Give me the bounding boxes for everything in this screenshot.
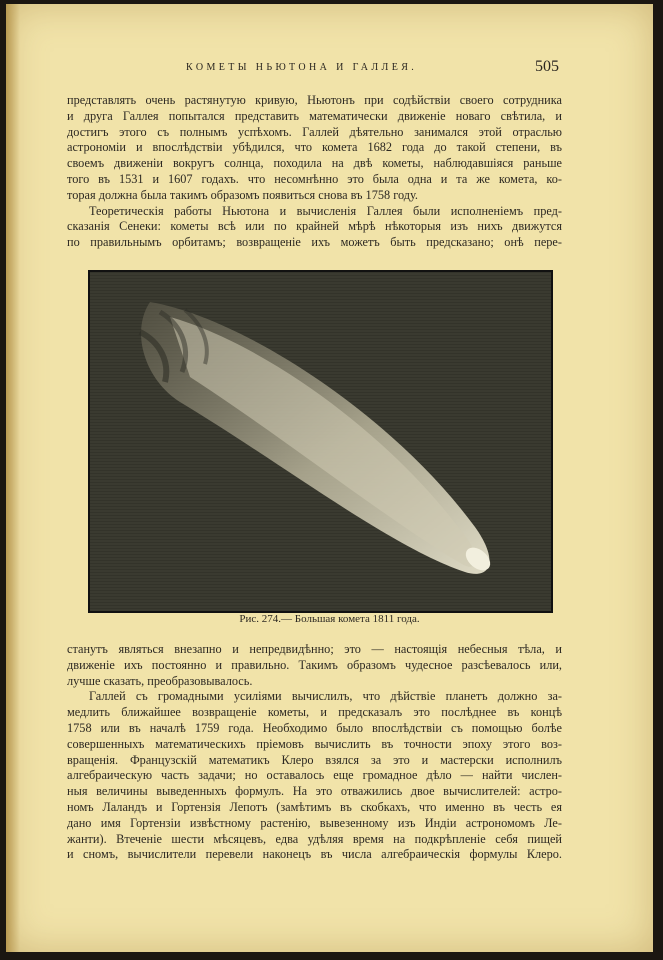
text-line: достигъ этого съ полнымъ успѣхомъ. Галлей дѣятельно занимался этой отраслью xyxy=(67,124,562,139)
text-block-top xyxy=(67,93,562,251)
book-page xyxy=(6,4,653,952)
text-line: Теоретическія работы Ньютона и вычисленія Галлея были исполненіемъ пред- xyxy=(89,203,562,218)
text-line: медлить ближайшее возвращеніе кометы, и предсказалъ это послѣднее въ концѣ xyxy=(67,705,562,720)
text-block-bottom xyxy=(67,642,562,863)
text-line: движеніе ихъ постоянно и правильно. Такимъ образомъ чудесное разсѣевалось или, xyxy=(67,657,562,672)
running-header xyxy=(66,58,559,76)
text-line: сказанія Сенеки: кометы всѣ или по крайней мѣрѣ нѣкоторыя изъ нихъ движутся xyxy=(67,219,562,234)
text-line: станутъ являться внезапно и непредвидѣнно; это — настоящія небесныя тѣла, и xyxy=(67,642,562,656)
figure-caption: Рис. 274.— Большая комета 1811 года. xyxy=(239,613,420,625)
text-line: Галлей съ громадными усиліями вычислилъ, что дѣйствіе планетъ должно за- xyxy=(89,689,562,704)
text-line: ныя величины выведенныхъ формулъ. На это отважились двое вычислителей: астро- xyxy=(67,784,562,799)
text-line: алгебраическую часть задачи; но оставалось еще громадное дѣло — найти числен- xyxy=(67,768,562,783)
text-line: представлять очень растянутую кривую, Ньютонъ при содѣйствіи своего сотрудника xyxy=(67,93,562,107)
running-header-title: КОМЕТЫ НЬЮТОНА И ГАЛЛЕЯ. xyxy=(186,62,418,73)
text-line: своемъ движеніи вокругъ солнца, походила на двѣ кометы, наблюдавшіяся раньше xyxy=(67,156,562,171)
text-line: торая должна была такимъ образомъ появиться снова въ 1758 году. xyxy=(67,187,419,202)
comet-engraving xyxy=(90,272,551,611)
text-line: вращенія. Французскій математикъ Клеро взялся за это и мастерски исполнилъ xyxy=(67,752,562,767)
text-line: совершенныхъ математическихъ пріемовъ вычислить въ точности эпоху этого воз- xyxy=(67,736,562,751)
text-line: и друга Галлея попытался представить математически движеніе новаго свѣтила, и xyxy=(67,108,562,123)
text-line: астрономіи и впослѣдствіи убѣдился, что комета 1682 года до такой степени, въ xyxy=(67,140,562,155)
page-number: 505 xyxy=(535,58,559,75)
comet-illustration xyxy=(88,270,553,613)
text-line: дано имя Гортензіи извѣстному растенію, вывезенному изъ Индіи астрономомъ Ле- xyxy=(67,815,562,830)
text-line: того въ 1531 и 1607 годахъ. что несомнѣнно это была одна и та же комета, ко- xyxy=(67,171,562,186)
text-line: по правильнымъ орбитамъ; возвращеніе ихъ можетъ быть предсказано; онѣ пере- xyxy=(67,235,562,250)
text-line: лучше сказать, преобразовывалось. xyxy=(67,673,253,688)
text-line: и сномъ, вычислители перевели наконецъ въ числа алгебраическія формулы Клеро. xyxy=(67,847,562,862)
text-line: номъ Лаландъ и Гортензія Лепотъ (замѣтимъ въ скобкахъ, что именно въ честь ея xyxy=(67,799,562,814)
text-line: 1758 или въ началѣ 1759 года. Необходимо было впослѣдствіи съ помощью болѣе xyxy=(67,720,562,735)
text-line: жанти). Втеченіе шести мѣсяцевъ, едва удѣляя время на подкрѣпленіе себя пищей xyxy=(67,831,562,846)
